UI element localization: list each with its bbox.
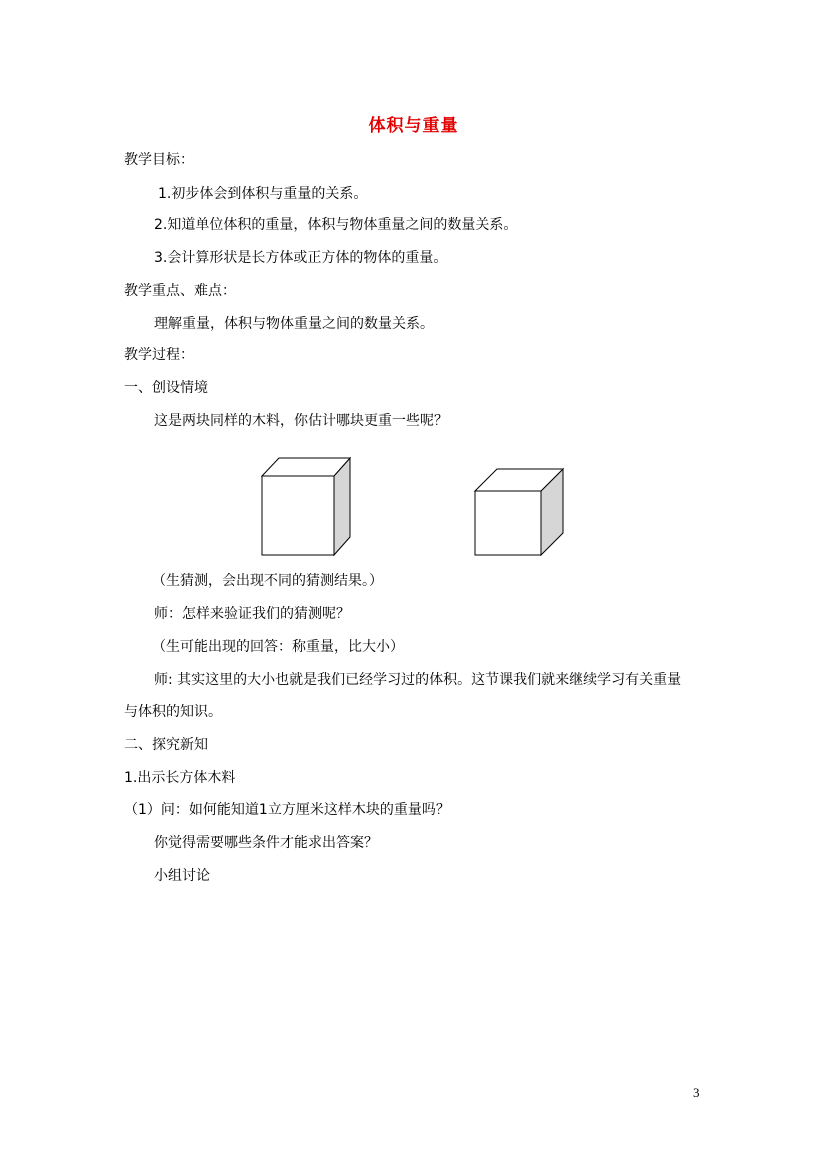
large-cube-figure	[262, 458, 350, 555]
teacher-question: 师：怎样来验证我们的猜测呢？	[154, 606, 350, 622]
large-cube-top-face	[262, 458, 350, 476]
group-discussion: 小组讨论	[154, 868, 210, 884]
small-cube-figure	[475, 469, 563, 555]
section-1-heading: 一、创设情境	[124, 380, 208, 396]
goal-item-2: 2.知道单位体积的重量，体积与物体重量之间的数量关系。	[154, 217, 518, 233]
key-points-text: 理解重量，体积与物体重量之间的数量关系。	[154, 316, 434, 332]
step-1-heading: 1.出示长方体木料	[124, 770, 236, 786]
large-cube-front-face	[262, 476, 334, 555]
question-1: （1）问：如何能知道1立方厘米这样木块的重量吗？	[124, 802, 450, 818]
teacher-explanation: 师: 其实这里的大小也就是我们已经学习过的体积。这节课我们就来继续学习有关重量	[154, 672, 682, 688]
student-guess-note: （生猜测，会出现不同的猜测结果。）	[152, 573, 383, 589]
goal-item-1: 1.初步体会到体积与重量的关系。	[158, 186, 368, 202]
heading-teaching-process: 教学过程：	[124, 347, 194, 363]
small-cube-front-face	[475, 491, 541, 555]
goal-item-3: 3.会计算形状是长方体或正方体的物体的重量。	[154, 250, 448, 266]
paragraph-wood-question: 这是两块同样的木料，你估计哪块更重一些呢？	[154, 413, 448, 429]
section-2-heading: 二、探究新知	[124, 737, 208, 753]
heading-teaching-goals: 教学目标：	[124, 152, 194, 168]
cube-figures	[0, 0, 827, 570]
page-title: 体积与重量	[368, 116, 459, 136]
page-number: 3	[693, 1085, 700, 1100]
heading-key-points: 教学重点、难点：	[124, 283, 236, 299]
teacher-explanation-continued: 与体积的知识。	[124, 704, 222, 720]
conditions-question: 你觉得需要哪些条件才能求出答案？	[154, 835, 378, 851]
student-answer-note: （生可能出现的回答：称重量，比大小）	[152, 639, 404, 655]
